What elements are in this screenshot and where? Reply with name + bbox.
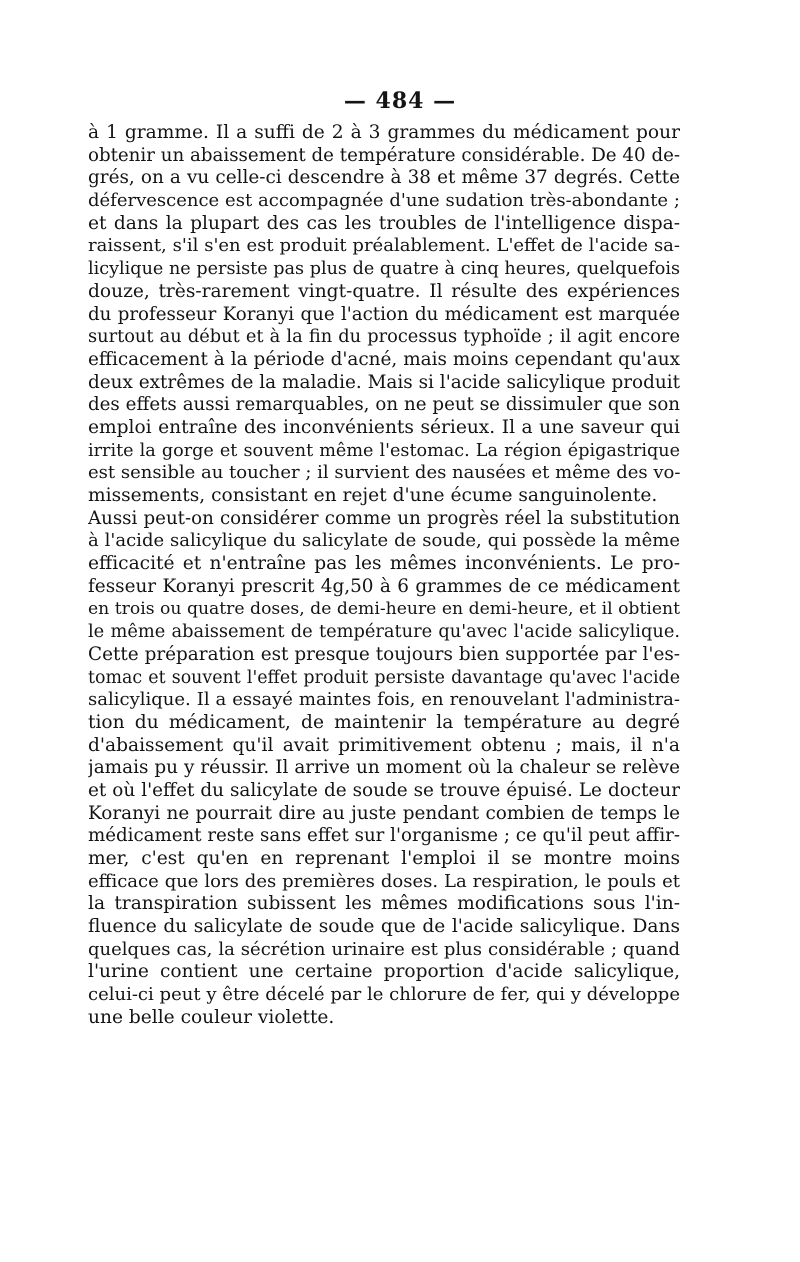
text-line: grés, on a vu celle-ci descendre à 38 et même 37 degrés. Cette xyxy=(88,167,680,189)
text-line: à l'acide salicylique du salicylate de soude, qui possède la même xyxy=(88,530,680,552)
text-line: est sensible au toucher ; il survient des nausées et même des vo- xyxy=(88,462,680,484)
text-line: deux extrêmes de la maladie. Mais si l'acide salicylique produit xyxy=(88,371,680,393)
text-line: douze, très-rarement vingt-quatre. Il résulte des expériences xyxy=(88,280,680,302)
text-line: et dans la plupart des cas les troubles de l'intelligence dispa- xyxy=(88,212,680,234)
body-text xyxy=(88,122,680,1030)
text-line: le même abaissement de température qu'avec l'acide salicylique. xyxy=(88,621,680,643)
text-line: défervescence est accompagnée d'une sudation très-abondante ; xyxy=(88,190,680,212)
text-line: fesseur Koranyi prescrit 4g,50 à 6 grammes de ce médicament xyxy=(88,575,680,597)
text-line: efficacement à la période d'acné, mais moins cependant qu'aux xyxy=(88,348,680,370)
text-line: celui-ci peut y être décelé par le chlorure de fer, qui y développe xyxy=(88,984,680,1006)
text-line: une belle couleur violette. xyxy=(88,1006,335,1028)
text-line: licylique ne persiste pas plus de quatre à cinq heures, quelquefois xyxy=(88,259,680,280)
text-line: irrite la gorge et souvent même l'estomac. La région épigastrique xyxy=(88,440,680,461)
text-line: fluence du salicylate de soude que de l'acide salicylique. Dans xyxy=(88,916,680,938)
text-line: en trois ou quatre doses, de demi-heure en demi-heure, et il obtient xyxy=(88,599,680,620)
text-line: raissent, s'il s'en est produit préalablement. L'effet de l'acide sa- xyxy=(88,235,680,257)
text-line: missements, consistant en rejet d'une écume sanguinolente. xyxy=(88,485,658,506)
text-line: l'urine contient une certaine proportion d'acide salicylique, xyxy=(88,961,680,983)
text-line: Koranyi ne pourrait dire au juste pendant combien de temps le xyxy=(88,802,680,824)
text-line: surtout au début et à la fin du processus typhoïde ; il agit encore xyxy=(88,326,680,348)
text-line: emploi entraîne des inconvénients sérieux. Il a une saveur qui xyxy=(88,416,680,438)
text-line: Aussi peut-on considérer comme un progrès réel la substitution xyxy=(88,507,680,529)
text-line: obtenir un abaissement de température considérable. De 40 de- xyxy=(88,144,680,166)
text-line: du professeur Koranyi que l'action du médicament est marquée xyxy=(88,303,680,325)
text-line: efficacité et n'entraîne pas les mêmes inconvénients. Le pro- xyxy=(88,553,680,575)
text-line: mer, c'est qu'en en reprenant l'emploi il se montre moins xyxy=(88,848,680,869)
text-line: médicament reste sans effet sur l'organisme ; ce qu'il peut affir- xyxy=(88,825,680,847)
text-line: jamais pu y réussir. Il arrive un moment où la chaleur se relève xyxy=(88,757,680,779)
text-line: la transpiration subissent les mêmes modifications sous l'in- xyxy=(88,893,680,915)
text-line: et où l'effet du salicylate de soude se trouve épuisé. Le docteur xyxy=(88,779,680,801)
text-line: efficace que lors des premières doses. La respiration, le pouls et xyxy=(88,870,680,892)
page-number: — 484 — xyxy=(343,88,457,114)
text-line: salicylique. Il a essayé maintes fois, en renouvelant l'administra- xyxy=(88,689,680,711)
text-line: quelques cas, la sécrétion urinaire est plus considérable ; quand xyxy=(88,938,680,960)
text-line: Cette préparation est presque toujours bien supportée par l'es- xyxy=(88,643,680,665)
text-line: tomac et souvent l'effet produit persiste davantage qu'avec l'acide xyxy=(88,667,680,688)
text-line: tion du médicament, de maintenir la température au degré xyxy=(88,711,680,733)
text-line: à 1 gramme. Il a suffi de 2 à 3 grammes du médicament pour xyxy=(88,122,680,143)
text-line: des effets aussi remarquables, on ne peut se dissimuler que son xyxy=(88,394,680,416)
text-line: d'abaissement qu'il avait primitivement obtenu ; mais, il n'a xyxy=(88,734,680,756)
